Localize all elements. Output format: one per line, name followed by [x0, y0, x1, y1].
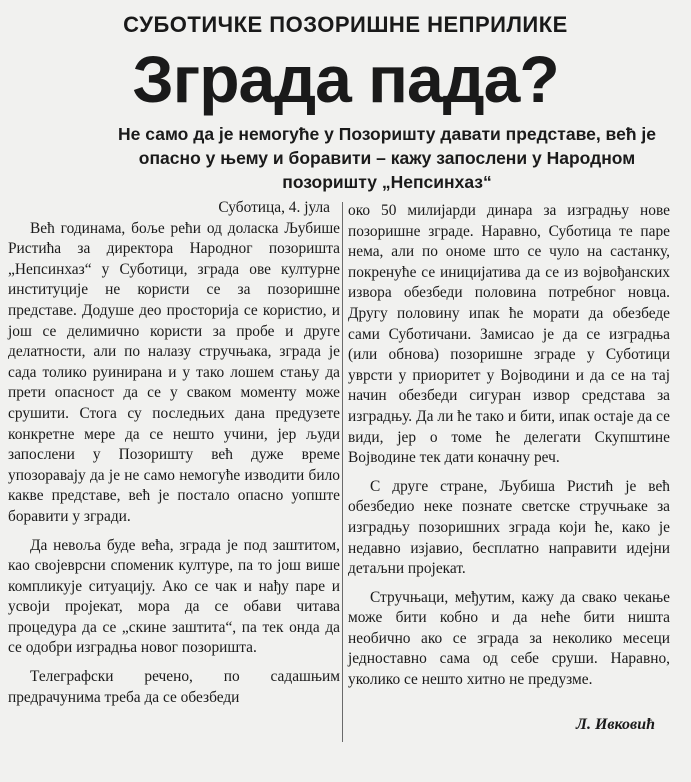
article-paragraph: Да невоља буде већа, зграда је под заштитом, као својеврсни споменик културе, па то још више компликује ситуацију. Ако се чак и нађу паре и усвоји пројекат, мора да се обави читава процедура да се „скине заштита“, па тек онда да се одобри изградња новог позоришта.: [8, 536, 340, 657]
article-subtitle: Не само да је немогуће у Позоришту давати представе, већ је опасно у њему и боравити – кажу запослени у Народном позоришту „Непсинхаз“: [118, 124, 656, 192]
article-paragraph: С друге стране, Љубиша Ристић је већ обезбедио неке познате светске стручњаке за изградњу позоришних зграда који ће, како је недавно изјавио, бесплатно направити идејни детаљни пројекат.: [348, 477, 670, 578]
article-title: Зграда пада?: [132, 42, 559, 116]
article-paragraph: Телеграфски речено, по садашњим предрачунима треба да се обезбеди: [8, 668, 340, 706]
article-paragraph-continued: око 50 милијарди динара за изградњу нове позоришне зграде. Наравно, Суботица те паре нема, али по ономе што се чуло на састанку, покренуће се иницијатива да се из војвођанских извора обезбеди половина потребног новца. Другу половину ипак ће морати да обезбеде сами Суботичани. Замисао је да се изградња (или обнова) позоришне зграде у Суботици уврсти у приоритет у Војводини и да се на тај начин обезбеди сигуран извор средстава за изградњу. Да ли ће тако и бити, ипак остаје да се види, јер о томе ће делегати Скупштине Војводине тек дати коначну реч.: [348, 202, 670, 467]
article-kicker: СУБОТИЧКЕ ПОЗОРИШНЕ НЕПРИЛИКЕ: [123, 12, 568, 37]
column-divider: [342, 202, 343, 742]
article-paragraph: Већ годинама, боље рећи од доласка Љубише Ристића за директора Народног позоришта „Непсинхаз“ у Суботици, зграда ове културне институције не користи се за позоришне представе. Додуше део просторија се користио, и још се делимично користи за пробе и друге делатности, али по налазу стручњака, зграда је сада толико руинирана и у тако лошем стању да прети опасност да се у сваком моменту може срушити. Стога су последњих дана предузете конкретне мере да се нешто учини, јер људи запослени у Позоришту већ дуже време упозоравају да је не само немогуће изводити било какве представе, већ је постало опасно уопште боравити у згради.: [8, 219, 340, 525]
article-column-left: [8, 198, 340, 716]
article-dateline: Суботица, 4. јула: [218, 199, 330, 216]
article-author-signature: Л. Ивковић: [575, 716, 655, 733]
article-column-right: [348, 201, 670, 699]
article-paragraph: Стручњаци, међутим, кажу да свако чекање може бити кобно и да неће бити ништа необично ако се зграда за неколико месеци једноставно сама од себе сруши. Наравно, уколико се нешто хитно не предузме.: [348, 588, 670, 689]
